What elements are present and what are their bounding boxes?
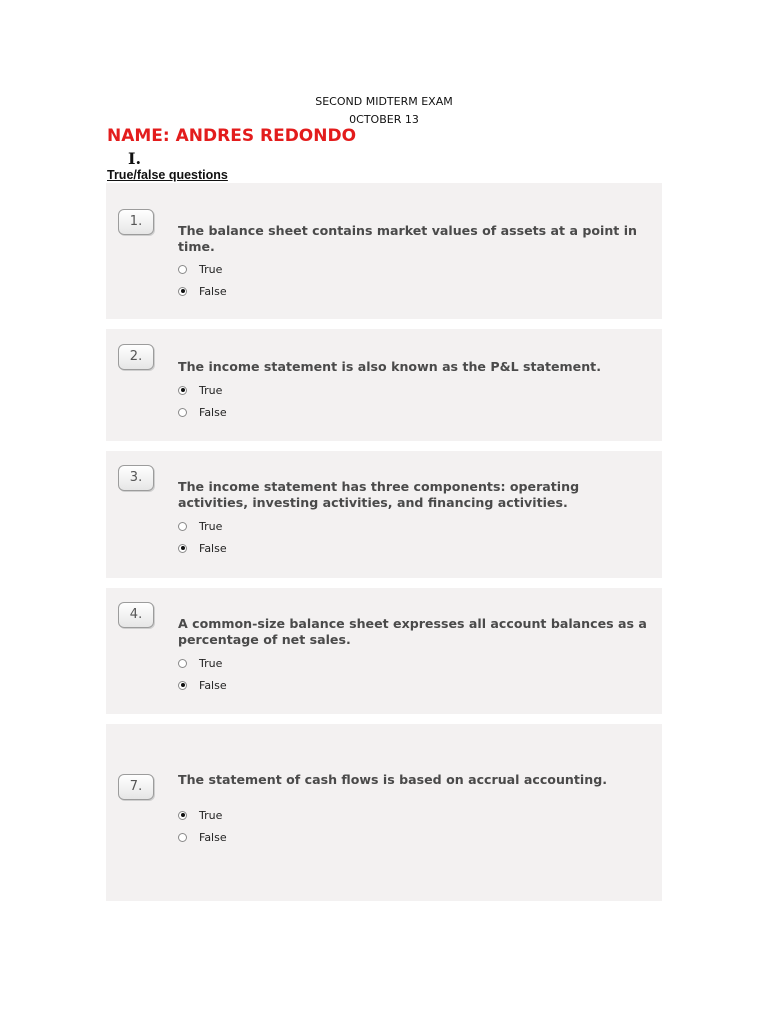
option-label: True [199, 808, 223, 822]
radio-button-selected[interactable] [178, 544, 187, 553]
option-label: True [199, 519, 223, 533]
option-label: False [199, 830, 227, 844]
question-text: The income statement is also known as the P&L statement. [178, 359, 601, 374]
option-label: False [199, 284, 227, 298]
question-number-badge: 3. [118, 465, 154, 491]
option-label: False [199, 678, 227, 692]
option-true[interactable] [178, 806, 222, 824]
radio-button[interactable] [178, 522, 187, 531]
section-title: True/false questions [107, 168, 228, 182]
option-true[interactable] [178, 654, 222, 672]
option-true[interactable] [178, 517, 222, 535]
question-number-badge: 2. [118, 344, 154, 370]
exam-header [0, 93, 768, 129]
question-text: The statement of cash flows is based on accrual accounting. [178, 772, 607, 787]
option-label: True [199, 656, 223, 670]
question-number-badge: 1. [118, 209, 154, 235]
radio-button[interactable] [178, 659, 187, 668]
radio-button[interactable] [178, 408, 187, 417]
question-text: The balance sheet contains market values of assets at a point in time. [178, 223, 637, 254]
option-false[interactable] [178, 828, 227, 846]
question-separator [106, 441, 662, 451]
exam-date: 0CTOBER 13 [349, 113, 419, 126]
question-text: The income statement has three components: operating activities, investing activities, and financing activities. [178, 479, 580, 510]
option-false[interactable] [178, 539, 227, 557]
radio-button-selected[interactable] [178, 386, 187, 395]
question-separator [106, 578, 662, 588]
question-separator [106, 319, 662, 329]
option-false[interactable] [178, 282, 227, 300]
option-label: False [199, 541, 227, 555]
radio-button[interactable] [178, 833, 187, 842]
student-name: NAME: ANDRES REDONDO [107, 126, 357, 146]
question-number-badge: 4. [118, 602, 154, 628]
question-number-badge: 7. [118, 774, 154, 800]
option-true[interactable] [178, 381, 222, 399]
option-label: True [199, 262, 223, 276]
section-numeral: I. [128, 149, 142, 168]
question-text: A common-size balance sheet expresses all account balances as a percentage of net sales. [178, 616, 647, 647]
option-false[interactable] [178, 403, 227, 421]
radio-button-selected[interactable] [178, 287, 187, 296]
radio-button-selected[interactable] [178, 681, 187, 690]
option-false[interactable] [178, 676, 227, 694]
exam-title: SECOND MIDTERM EXAM [315, 95, 453, 108]
radio-button[interactable] [178, 265, 187, 274]
quiz-panel [106, 183, 662, 901]
option-label: True [199, 383, 223, 397]
radio-button-selected[interactable] [178, 811, 187, 820]
question-separator [106, 714, 662, 724]
option-true[interactable] [178, 260, 222, 278]
option-label: False [199, 405, 227, 419]
